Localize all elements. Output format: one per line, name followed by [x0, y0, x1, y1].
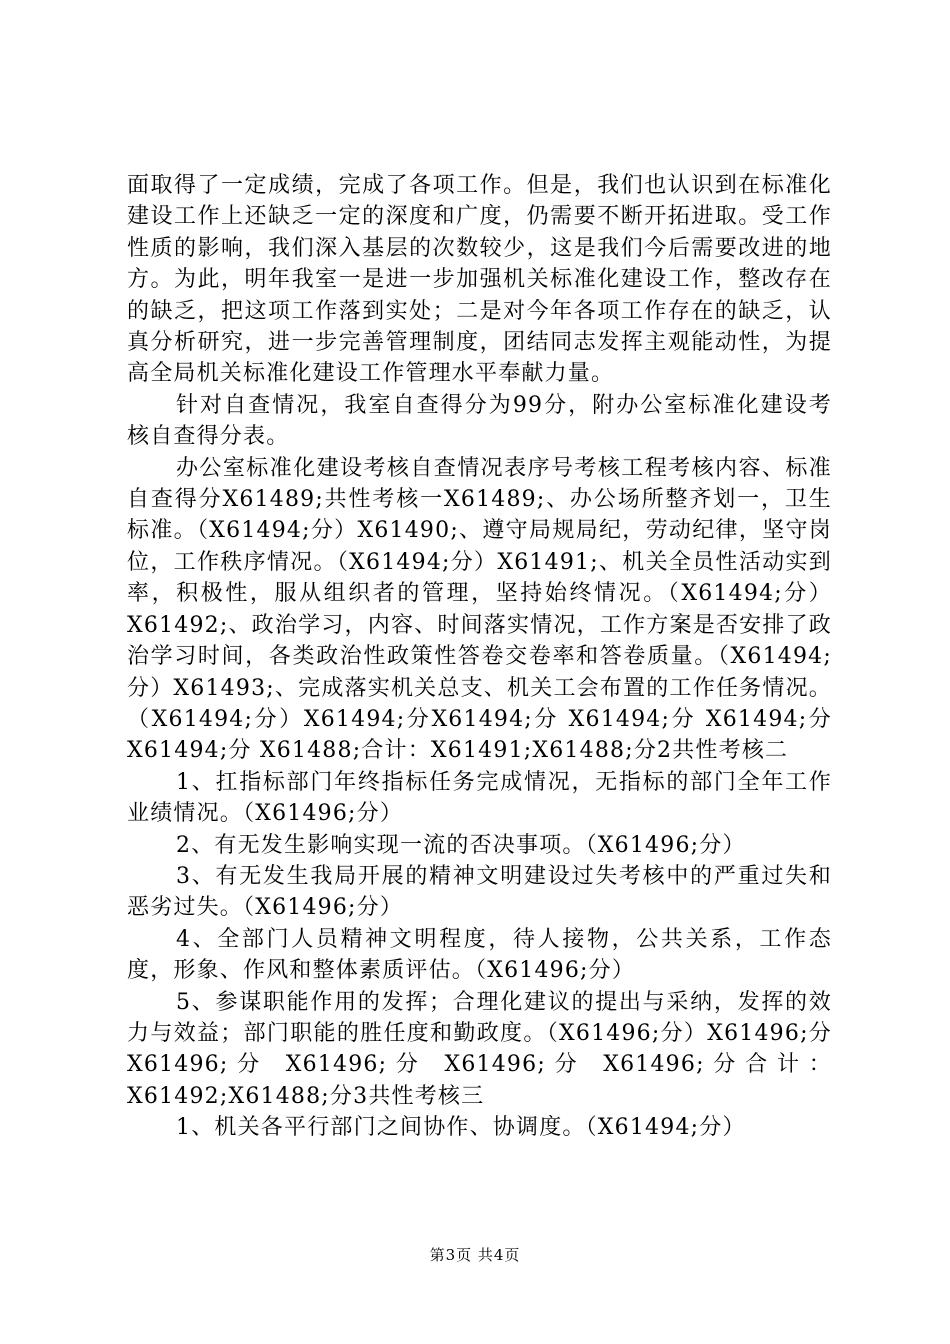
- paragraph-3: 办公室标准化建设考核自查情况表序号考核工程考核内容、标准自查得分X61489;共性考核一X61489;、办公场所整齐划一，卫生标准。（X61494;分）X61490;、遵守局规局纪，劳动纪律，坚守岗位，工作秩序情况。（X61494;分）X61491;、机关全员性活动实到率，积极性，服从组织者的管理，坚持始终情况。（X61494;分）X61492;、政治学习，内容、时间落实情况，工作方案是否安排了政治学习时间，各类政治性政策性答卷交卷率和答卷质量。（X61494;分）X61493;、完成落实机关总支、机关工会布置的工作任务情况。（X61494;分）X61494;分X61494;分 X61494;分 X61494;分 X61494;分 X61488;合计：X61491;X61488;分2共性考核二: [127, 455, 832, 764]
- document-body: [127, 170, 832, 1144]
- paragraph-7: 4、全部门人员精神文明程度，待人接物，公共关系，工作态度，形象、作风和整体素质评估。（X61496;分）: [127, 926, 832, 984]
- paragraph-1: 面取得了一定成绩，完成了各项工作。但是，我们也认识到在标准化建设工作上还缺乏一定的深度和广度，仍需要不断开拓进取。受工作性质的影响，我们深入基层的次数较少，这是我们今后需要改进的地方。为此，明年我室一是进一步加强机关标准化建设工作，整改存在的缺乏，把这项工作落到实处；二是对今年各项工作存在的缺乏，认真分析研究，进一步完善管理制度，团结同志发挥主观能动性，为提高全局机关标准化建设工作管理水平奉献力量。: [127, 173, 832, 387]
- page-number-footer: 第3页 共4页: [429, 1246, 521, 1264]
- paragraph-5: 2、有无发生影响实现一流的否决事项。（X61496;分）: [176, 832, 746, 858]
- paragraph-8: 5、参谋职能作用的发挥；合理化建议的提出与采纳，发挥的效力与效益；部门职能的胜任度和勤政度。（X61496;分）X61496;分 X61496;分 X61496;分 X61496;分 X61496;分合计：X61492;X61488;分3共性考核三: [127, 989, 832, 1109]
- paragraph-2: 针对自查情况，我室自查得分为99分，附办公室标准化建设考核自查得分表。: [127, 392, 832, 450]
- paragraph-4: 1、扛指标部门年终指标任务完成情况，无指标的部门全年工作业绩情况。（X61496;分）: [127, 769, 832, 827]
- paragraph-9: 1、机关各平行部门之间协作、协调度。（X61494;分）: [176, 1115, 746, 1141]
- paragraph-6: 3、有无发生我局开展的精神文明建设过失考核中的严重过失和恶劣过失。（X61496;分）: [127, 863, 832, 921]
